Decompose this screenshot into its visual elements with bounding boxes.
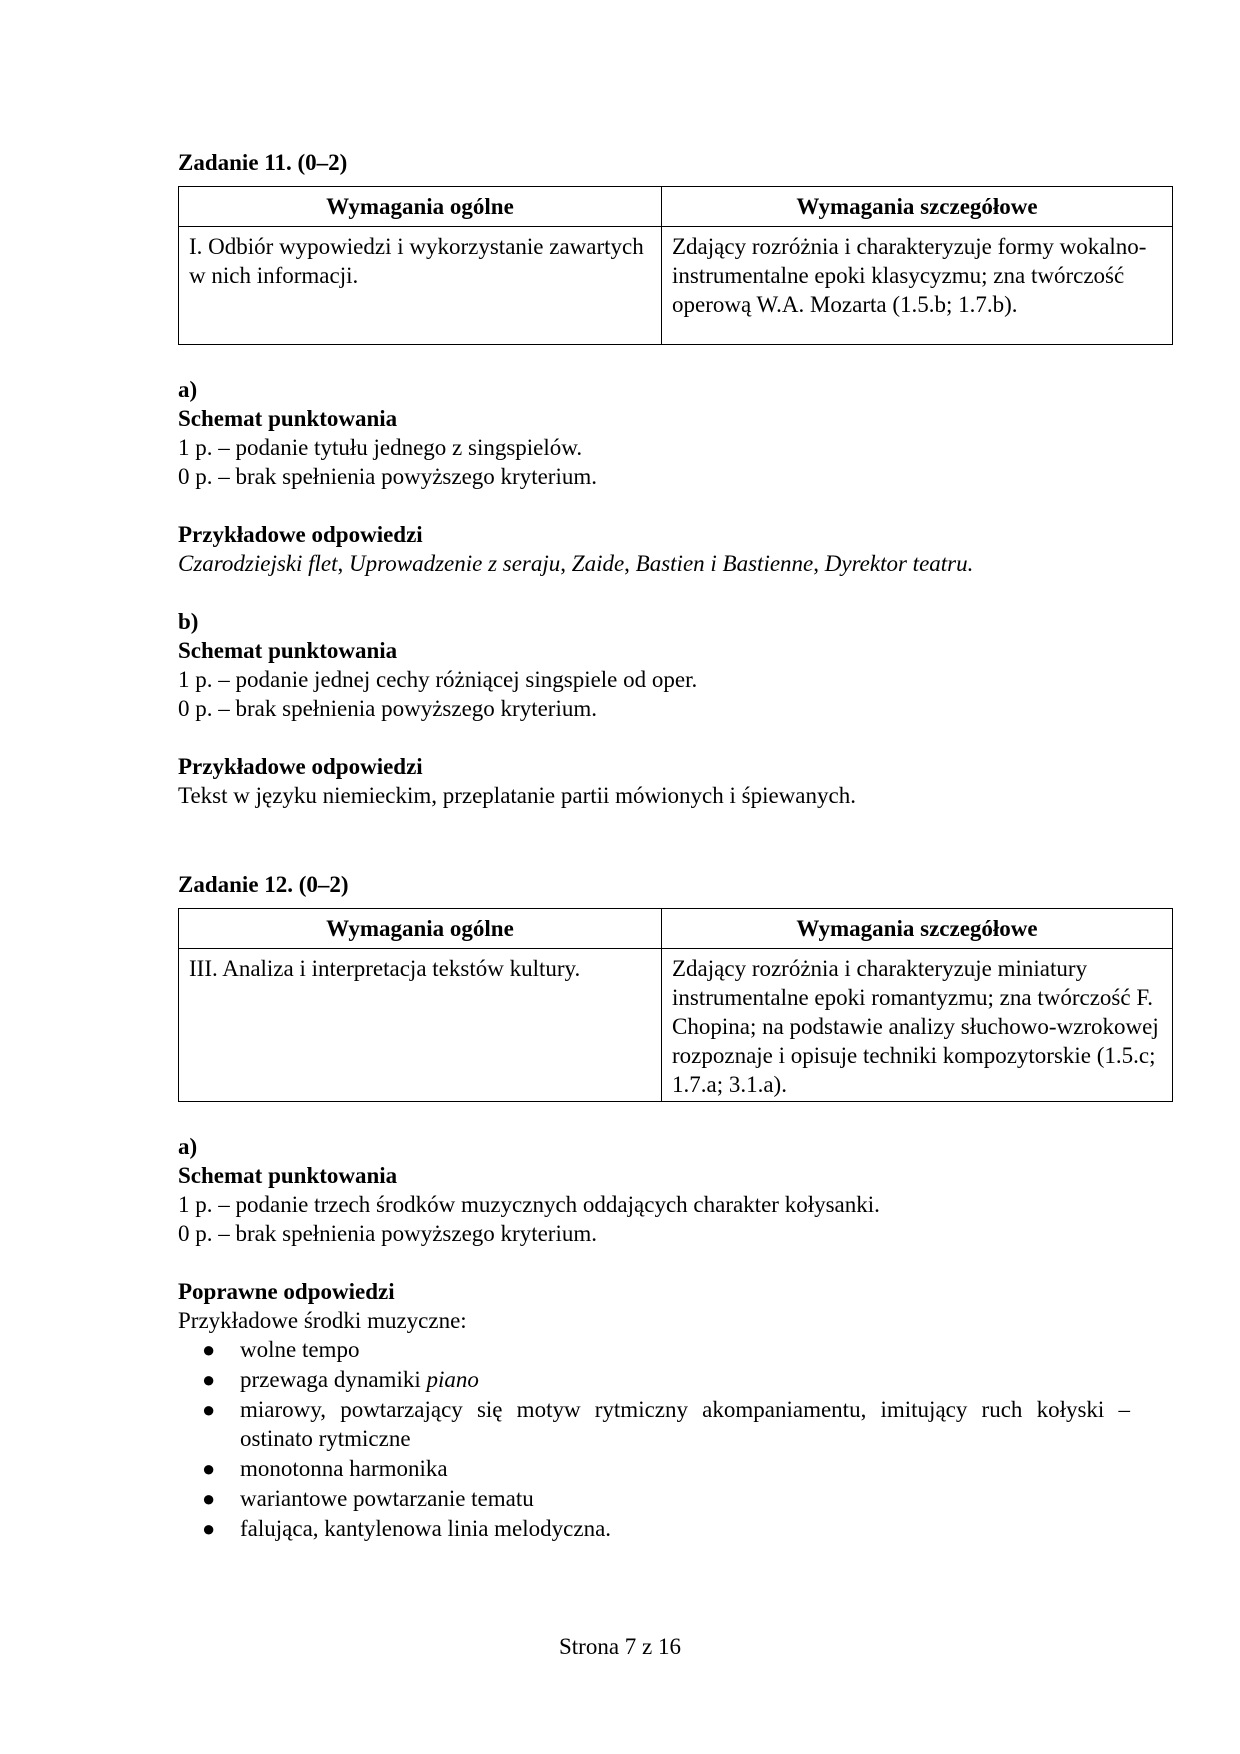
task-11-part-a-answers-title: Przykładowe odpowiedzi [178,522,423,547]
answer-separator: , [624,551,636,576]
list-item-italic-text: piano [426,1367,479,1392]
task-11-part-b-point1: 1 p. – podanie jednej cechy różniącej singspiele od oper. [178,667,698,692]
header-detailed: Wymagania szczegółowe [662,909,1173,949]
task-11-part-a-scheme-title: Schemat punktowania [178,406,398,431]
list-item-text: wolne tempo [240,1337,360,1362]
task-11-part-b-point0: 0 p. – brak spełnienia powyższego kryterium. [178,696,597,721]
list-item [178,1484,1130,1513]
answer-title: Bastien i Bastienne [635,551,814,576]
task-11-requirements-table [178,186,1173,345]
answer-title: Uprowadzenie z seraju [349,551,561,576]
task-12-part-a-answers-title: Poprawne odpowiedzi [178,1279,395,1304]
bullet-icon: ● [202,1367,216,1392]
list-item [178,1514,1130,1543]
answer-title: Dyrektor teatru. [824,551,974,576]
list-item [178,1395,1130,1453]
task-11-part-b-answer: Tekst w języku niemieckim, przeplatanie partii mówionych i śpiewanych. [178,783,856,808]
task-12-title: Zadanie 12. (0–2) [178,872,349,897]
cell-general: III. Analiza i interpretacja tekstów kultury. [179,949,662,1102]
table-row [179,227,1173,345]
table-header-row [179,909,1173,949]
list-item [178,1454,1130,1483]
task-12-part-a-point0: 0 p. – brak spełnienia powyższego kryterium. [178,1221,597,1246]
task-11-title: Zadanie 11. (0–2) [178,150,348,175]
bullet-icon: ● [202,1486,216,1511]
task-11-part-a-point0: 0 p. – brak spełnienia powyższego kryterium. [178,464,597,489]
answer-title: Czarodziejski flet [178,551,338,576]
header-detailed: Wymagania szczegółowe [662,187,1173,227]
table-header-row [179,187,1173,227]
header-general: Wymagania ogólne [179,909,662,949]
task-12-part-a-point1: 1 p. – podanie trzech środków muzycznych oddających charakter kołysanki. [178,1192,880,1217]
page-content [178,148,1159,1544]
answer-title: Zaide [571,551,625,576]
answer-separator: , [337,551,350,576]
task-12-part-a-letter: a) [178,1134,198,1159]
list-item [178,1335,1130,1364]
task-11-part-a-answers [178,549,1130,578]
list-item-text: przewaga dynamiki [240,1367,427,1392]
cell-general: I. Odbiór wypowiedzi i wykorzystanie zawartych w nich informacji. [179,227,662,345]
task-12-part-a-answers-intro: Przykładowe środki muzyczne: [178,1308,467,1333]
table-row [179,949,1173,1102]
task-12-part-a-scheme-title: Schemat punktowania [178,1163,398,1188]
list-item [178,1365,1130,1394]
header-general: Wymagania ogólne [179,187,662,227]
task-11-part-b-letter: b) [178,609,199,634]
task-11-part-b-scheme-title: Schemat punktowania [178,638,398,663]
page-footer: Strona 7 z 16 [558,1634,681,1659]
list-item-text: falująca, kantylenowa linia melodyczna. [240,1516,612,1541]
cell-detailed: Zdający rozróżnia i charakteryzuje miniatury instrumentalne epoki romantyzmu; zna twórczość F. Chopina; na podstawie analizy słuchowo-wzrokowej rozpoznaje i opisuje techniki kompozytorskie (1.5.c; 1.7.a; 3.1.a). [662,949,1173,1102]
task-11-part-a-letter: a) [178,377,198,402]
task-11-part-b-answers-title: Przykładowe odpowiedzi [178,754,423,779]
task-12-requirements-table [178,908,1173,1102]
bullet-icon: ● [202,1516,216,1541]
task-11-part-a-point1: 1 p. – podanie tytułu jednego z singspielów. [178,435,583,460]
cell-detailed: Zdający rozróżnia i charakteryzuje formy wokalno-instrumentalne epoki klasycyzmu; zna twórczość operową W.A. Mozarta (1.5.b; 1.7.b). [662,227,1173,345]
answer-list [178,1335,1130,1543]
list-item-text: monotonna harmonika [240,1456,448,1481]
bullet-icon: ● [202,1337,216,1362]
bullet-icon: ● [202,1397,216,1422]
list-item-text: wariantowe powtarzanie tematu [240,1486,534,1511]
answer-separator: , [813,551,825,576]
list-item-text: miarowy, powtarzający się motyw rytmiczny akompaniamentu, imitujący ruch kołyski – ostinato rytmiczne [240,1397,1130,1451]
bullet-icon: ● [202,1456,216,1481]
answer-separator: , [560,551,572,576]
